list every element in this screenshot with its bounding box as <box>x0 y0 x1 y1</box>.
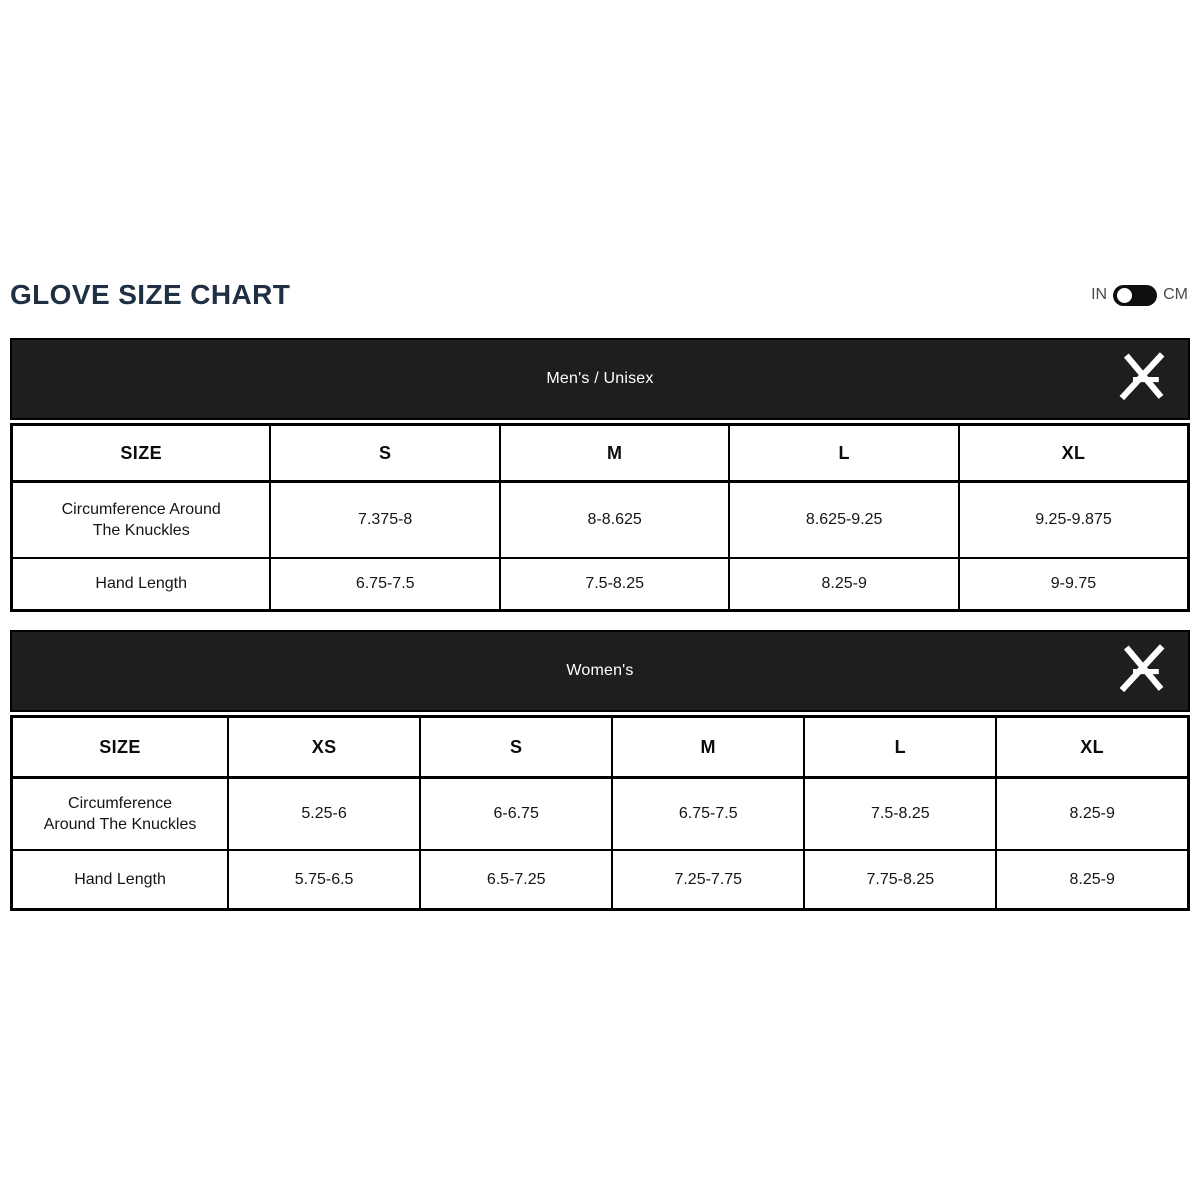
brand-x-logo-icon <box>1112 351 1172 407</box>
row-label-line: Hand Length <box>95 575 188 593</box>
brand-x-logo-icon <box>1112 643 1172 699</box>
page-title: GLOVE SIZE CHART <box>10 279 291 310</box>
page-header <box>10 279 1188 311</box>
unit-label-cm: CM <box>1163 286 1188 303</box>
cell-circumference-s: 6-6.75 <box>420 778 612 851</box>
table-row-circumference <box>12 778 1189 851</box>
cell-circumference-m: 8-8.625 <box>500 482 730 559</box>
row-label-hand-length <box>12 558 271 611</box>
cell-hand-length-xl: 8.25-9 <box>996 850 1188 910</box>
cell-circumference-m: 6.75-7.5 <box>612 778 804 851</box>
row-label-line: The Knuckles <box>92 522 190 539</box>
mens-size-table <box>10 423 1190 612</box>
cell-hand-length-m: 7.5-8.25 <box>500 558 730 611</box>
womens-banner-title: Women's <box>566 662 634 679</box>
cell-hand-length-s: 6.5-7.25 <box>420 850 612 910</box>
mens-section <box>10 338 1190 612</box>
table-row-circumference <box>12 482 1189 559</box>
cell-circumference-l: 8.625-9.25 <box>729 482 959 559</box>
col-header-size: SIZE <box>12 717 229 778</box>
unit-toggle-switch[interactable] <box>1113 285 1157 306</box>
unit-toggle <box>1091 285 1188 306</box>
col-header-l: L <box>804 717 996 778</box>
mens-header-row <box>12 425 1189 482</box>
col-header-l: L <box>729 425 959 482</box>
cell-circumference-xs: 5.25-6 <box>228 778 420 851</box>
mens-banner <box>10 338 1190 420</box>
col-header-xl: XL <box>996 717 1188 778</box>
unit-label-in: IN <box>1091 286 1108 303</box>
cell-circumference-s: 7.375-8 <box>270 482 500 559</box>
cell-circumference-xl: 9.25-9.875 <box>959 482 1189 559</box>
cell-hand-length-l: 7.75-8.25 <box>804 850 996 910</box>
row-label-circumference <box>12 482 271 559</box>
womens-section <box>10 630 1190 911</box>
row-label-line: Circumference Around <box>61 500 221 518</box>
col-header-m: M <box>500 425 730 482</box>
cell-hand-length-s: 6.75-7.5 <box>270 558 500 611</box>
row-label-line: Around The Knuckles <box>43 816 197 833</box>
mens-banner-title: Men's / Unisex <box>546 370 654 387</box>
col-header-xs: XS <box>228 717 420 778</box>
row-label-line: Hand Length <box>74 870 166 888</box>
womens-size-table <box>10 715 1190 911</box>
col-header-size: SIZE <box>12 425 271 482</box>
cell-circumference-xl: 8.25-9 <box>996 778 1188 851</box>
cell-circumference-l: 7.5-8.25 <box>804 778 996 851</box>
row-label-hand-length <box>12 850 229 910</box>
cell-hand-length-l: 8.25-9 <box>729 558 959 611</box>
col-header-xl: XL <box>959 425 1189 482</box>
col-header-s: S <box>420 717 612 778</box>
col-header-s: S <box>270 425 500 482</box>
table-row-hand-length <box>12 558 1189 611</box>
womens-banner <box>10 630 1190 712</box>
row-label-circumference <box>12 778 229 851</box>
row-label-line: Circumference <box>68 794 173 812</box>
cell-hand-length-xs: 5.75-6.5 <box>228 850 420 910</box>
womens-header-row <box>12 717 1189 778</box>
table-row-hand-length <box>12 850 1189 910</box>
cell-hand-length-m: 7.25-7.75 <box>612 850 804 910</box>
cell-hand-length-xl: 9-9.75 <box>959 558 1189 611</box>
toggle-knob-icon <box>1117 288 1132 303</box>
col-header-m: M <box>612 717 804 778</box>
